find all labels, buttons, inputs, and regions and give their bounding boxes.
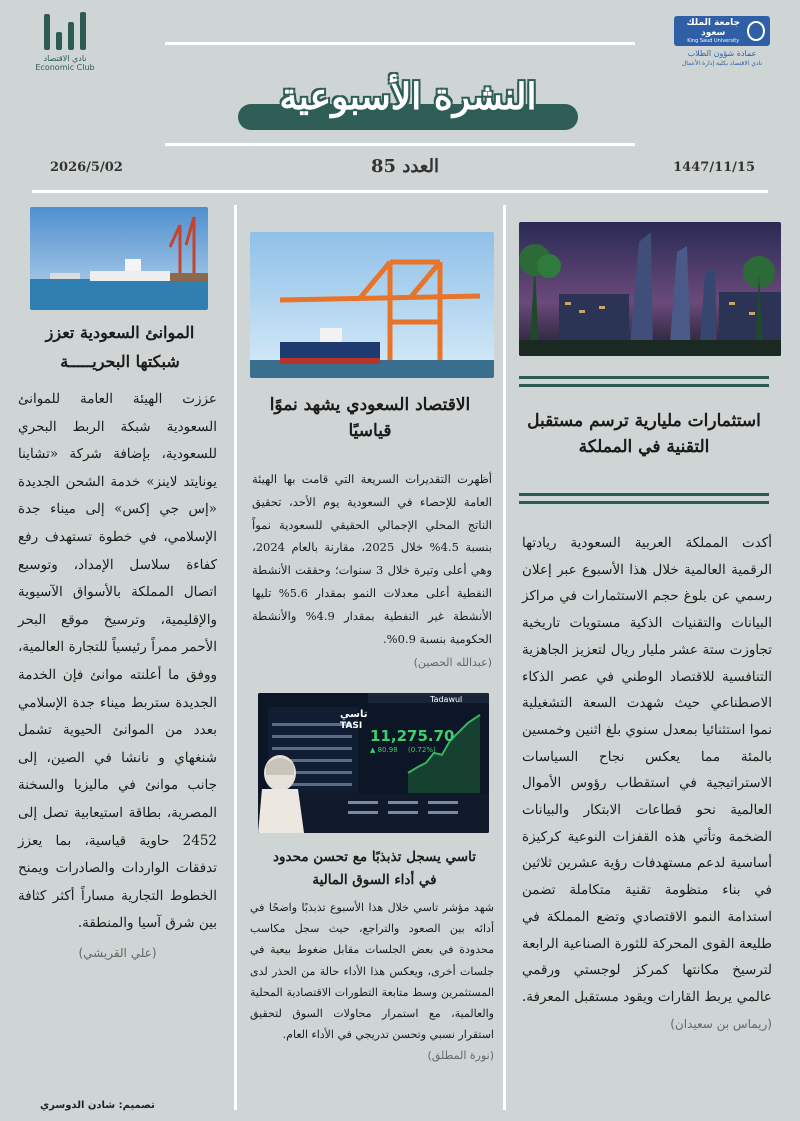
date-hijri: 1447/11/15 (673, 160, 755, 175)
article-body: شهد مؤشر تاسي خلال هذا الأسبوع تذبذبًا واضحًا في أدائه بين الصعود والتراجع، حيث سجل مكاسب محدودة في بعض الجلسات مقابل ضغوط بيعية في جلسات أخرى، ويعكس هذا الأداء حالة من الحذر لدى المستثمرين وسط متابعة التطورات الاقتصادية المحلية والعالمية، مع استمرار محاولات السوق لتحقيق استقرار نسبي وتحسن تدريجي في الأداء العام. (250, 901, 494, 1042)
header-top-rule (165, 42, 635, 45)
university-logo (674, 16, 770, 67)
port-crane-image (250, 232, 494, 378)
article-headline: الاقتصاد السعودي يشهد نموًا قياسيًا (269, 395, 471, 442)
article-headline: تاسي يسجل تذبذبًا مع تحسن محدود في أداء السوق المالية (272, 849, 476, 888)
designer-credit: تصميم: شادن الدوسري (40, 1100, 155, 1111)
column-divider-right (503, 205, 506, 1110)
university-logo-box (674, 16, 770, 46)
article-author: (نورة المطلق) (427, 1049, 494, 1063)
article-body: أكدت المملكة العربية السعودية ريادتها الرقمية العالمية خلال هذا الأسبوع عبر إعلان رسمي عن بلوغ حجم الاستثمارات في مراكز البيانات والتقنيات الذكية مستويات تاريخية تجاوزت ستة عشر مليار ريال لتعزيز الجاهزية التنافسية للاقتصاد الوطني في عصر الذكاء الاصطناعي حيث شهدت السعة التشغيلية نموا استثنائيا بمعدل سنوي بلغ اثنين وخمسين بالمئة مما يعكس نجاح السياسات الاستراتيجية في استقطاب رؤوس الأموال العالمية نحو قطاعات الابتكار والبيانات الضخمة وتأتي هذه القفزات النوعية كركيزة أساسية لدعم مستهدفات رؤية عشرين ثلاثين في بناء منظومة تقنية متكاملة تضمن استدامة النمو الاقتصادي وتضع المملكة في طليعة القوى المحركة للثورة الصناعية الرابعة لترسيخ مكانتها كمركز لوجستي ورقمي عالمي يربط القارات ويقود مستقبل المعرفة. (522, 535, 772, 1005)
article-tasi-body-wrap (250, 897, 494, 1067)
club-tagline: نادي الاقتصاد بكلية إدارة الأعمال (681, 60, 763, 67)
issue-number: العدد 85 (371, 156, 439, 177)
ticker-change: ▲ 80.98 (370, 746, 398, 754)
article-headline: الموانئ السعودية تعزز شبكتها البحريـــــة (45, 323, 195, 371)
article-economy-body-wrap (252, 468, 492, 675)
right-article-rule-3 (519, 493, 769, 496)
economic-club-logo (30, 12, 100, 72)
article-author: (عبدالله الحصين) (413, 656, 492, 670)
tech-city-image (519, 222, 781, 356)
university-seal-icon (747, 21, 765, 41)
university-name-en: King Saud University (687, 38, 740, 44)
club-logo-mark (30, 12, 100, 50)
university-name-ar: جامعة الملك سعود (686, 18, 741, 38)
club-name-en: Economic Club (35, 63, 95, 72)
article-ports-body-wrap (18, 386, 217, 967)
ticker-label-ar: تاسي (340, 709, 368, 720)
ticker-brand: Tadawul (430, 695, 463, 704)
header-rule-1 (165, 143, 635, 146)
ticker-change-pct: (0.72%) (408, 746, 436, 754)
article-body: عززت الهيئة العامة للموانئ السعودية شبكة الربط البحري للسعودية، بإضافة شركة «تشاينا يونايتد لاينز» خدمة الشحن الجديدة «إس جي إكس» إلى ميناء جدة الإسلامي، في خطوة تستهدف رفع كفاءة سلاسل الإمداد، وتوسيع اتصال المملكة بالأسواق الآسيوية والإقليمية، وترسيخ موقع البحر الأحمر ممراً رئيسياً للتجارة العالمية، ووفق ما أعلنته موانئ فإن الخدمة الجديدة ستربط ميناء جدة الإسلامي بعدد من الموانئ الحيوية تشمل شنغهاي و نانشا في الصين، إلى جانب موانئ في ماليزيا والسخنة المصرية، بطاقة استيعابية تصل إلى 2452 حاوية قياسية، بما يعزز تدفقات الواردات والصادرات ويمنح الخطوط التجارية مساراً أكثر كثافة بين شرق آسيا والمنطقة. (18, 391, 217, 932)
right-article-rule-2 (519, 384, 769, 387)
tasi-market-image (258, 693, 489, 833)
date-gregorian: 2026/5/02 (50, 160, 123, 175)
article-headline: استثمارات مليارية ترسم مستقبل التقنية في المملكة (527, 411, 761, 458)
article-author: (ريماس بن سعيدان) (670, 1016, 772, 1031)
right-article-rule-1 (519, 376, 769, 379)
header-rule-2 (32, 190, 768, 193)
article-body: أظهرت التقديرات السريعة التي قامت بها الهيئة العامة للإحصاء في السعودية يوم الأحد، تحقيق الناتج المحلي الإجمالي الحقيقي للسعودية نمواً بنسبة 4.5% خلال 2025، مقارنة بالعام 2024، وهي أعلى وتيرة خلال 3 سنوات؛ وحققت الأنشطة النفطية أعلى معدلات النمو بمقدار 5.6% تليها الأنشطة غير النفطية بمقدار 4.9% والأنشطة الحكومية بنسبة 0.9%. (252, 472, 492, 646)
article-tech-body-wrap (522, 530, 772, 1037)
article-tech-investments (515, 408, 773, 461)
article-tasi (262, 846, 487, 892)
article-saudi-ports (28, 318, 212, 376)
ticker-value: 11,275.70 (370, 727, 455, 745)
newsletter-title-block (238, 72, 578, 130)
article-economy-growth (255, 392, 485, 445)
ports-harbor-image (30, 207, 208, 310)
newsletter-title: النشرة الأسبوعية (279, 76, 537, 118)
club-name-ar: نادي الاقتصاد (43, 54, 87, 63)
right-article-rule-4 (519, 501, 769, 504)
article-author: (علي القريشي) (78, 945, 157, 960)
deanship-label: عمادة شؤون الطلاب (687, 49, 757, 58)
column-divider-left (234, 205, 237, 1110)
ticker-label-en: TASI (340, 721, 363, 731)
